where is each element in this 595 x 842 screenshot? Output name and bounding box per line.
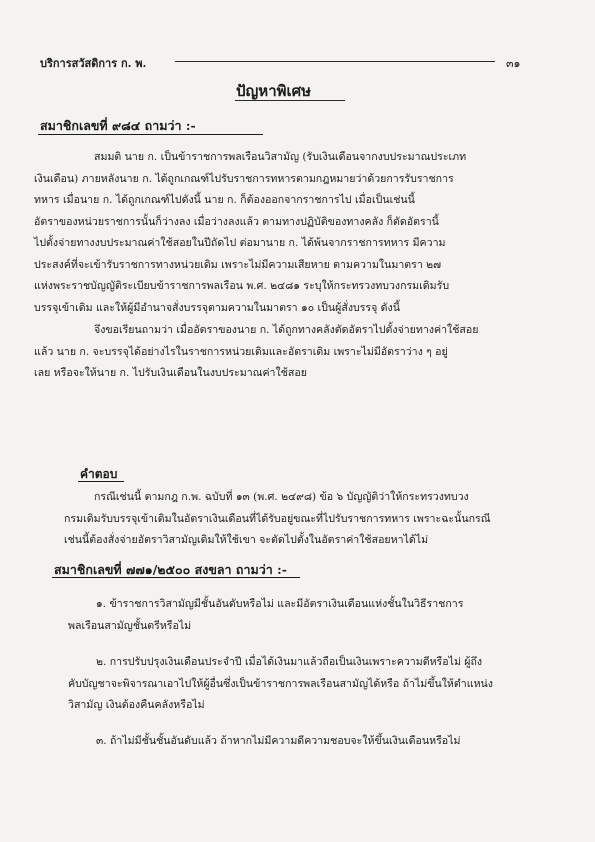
- text-line: สมมติ นาย ก. เป็นข้าราชการพลเรือนวิสามัญ (รับเงินเดือนจากงบประมาณประเภท: [94, 151, 467, 163]
- text-line: ทหาร เมื่อนาย ก. ได้ถูกเกณฑ์ไปดังนี้ นาย ก. ก็ต้องออกจากราชการไป เมื่อเป็นเช่นนี้: [34, 194, 415, 206]
- text-line: ๒. การปรับปรุงเงินเดือนประจำปี เมื่อได้เงินมาแล้วถือเป็นเงินเพราะความดีหรือไม่ ผู้ถึง: [96, 656, 483, 668]
- question-2-item-2: [68, 652, 493, 717]
- text-line: บรรจุเข้าเดิม และให้ผู้มีอำนาจสั่งบรรจุตามความในมาตรา ๑๐ เป็นผู้สั่งบรรจุ ดังนี้: [34, 301, 400, 314]
- text-line: กรณีเช่นนี้ ตามกฎ ก.พ. ฉบับที่ ๑๓ (พ.ศ. ๒๔๙๘) ข้อ ๖ บัญญัติว่าให้กระทรวงทบวง: [94, 491, 469, 503]
- question-2-item-3: [68, 731, 460, 753]
- question-1-heading: สมาชิกเลขที่ ๙๘๔ ถามว่า :-: [40, 118, 196, 133]
- page-title: ปัญหาพิเศษ: [236, 82, 312, 100]
- header-rule: [175, 61, 495, 62]
- question-1-paragraph-1: [34, 147, 466, 319]
- answer-label: คำตอบ: [80, 467, 118, 481]
- question-1-underline: [38, 134, 263, 135]
- text-line: จึงขอเรียนถามว่า เมื่ออัตราของนาย ก. ได้ถูกทางคลังตัดอัตราไปตั้งจ่ายทางค่าใช้สอย: [94, 324, 479, 336]
- text-line: ประสงค์ที่จะเข้ารับราชการทางหน่วยเดิม เพราะไม่มีความเสียหาย ตามความในมาตรา ๒๗: [34, 258, 442, 271]
- page-header: บริการสวัสดิการ ก. พ.: [40, 57, 147, 70]
- question-2-item-1: [68, 594, 463, 637]
- text-line: เช่นนี้ต้องสั่งจ่ายอัตราวิสามัญเดิมให้ใช้เขา จะตัดไปตั้งในอัตราค่าใช้สอยหาได้ไม่: [64, 534, 429, 546]
- text-line: ไปตั้งจ่ายทางงบประมาณค่าใช้สอยในปีถัดไป ต่อมานาย ก. ได้พ้นจากราชการทหาร มีความ: [34, 237, 446, 249]
- answer-paragraph: [64, 487, 491, 552]
- question-2-heading: สมาชิกเลขที่ ๗๗๑/๒๕๐๐ สงขลา ถามว่า :-: [54, 562, 287, 577]
- text-line: กรมเดิมรับบรรจุเข้าเดิมในอัตราเงินเดือนที่ได้รับอยู่ขณะที่ไปรับราชการทหาร เพราะฉะนั้นกรณี: [64, 512, 491, 525]
- question-2-underline: [52, 577, 300, 578]
- question-1-paragraph-2: [34, 320, 478, 385]
- text-line: วิสามัญ เงินต้องคืนคลังหรือไม่: [68, 699, 205, 711]
- page-number: ๓๑: [506, 57, 521, 70]
- text-line: แห่งพระราชบัญญัติระเบียบข้าราชการพลเรือน พ.ศ. ๒๔๘๑ ระบุให้กระทรวงทบวงกรมเดิมรับ: [34, 280, 450, 292]
- answer-underline: [78, 481, 124, 482]
- text-line: แล้ว นาย ก. จะบรรจุได้อย่างไรในราชการหน่วยเดิมและอัตราเดิม เพราะไม่มีอัตราว่าง ๆ อยู่: [34, 345, 448, 358]
- text-line: เลย หรือจะให้นาย ก. ไปรับเงินเดือนในงบประมาณค่าใช้สอย: [34, 367, 307, 379]
- text-line: อัตราของหน่วยราชการนั้นก็ว่างลง เมื่อว่างลงแล้ว ตามทางปฏิบัติของทางคลัง ก็ตัดอัตรานี้: [34, 215, 439, 228]
- text-line: เงินเดือน) ภายหลังนาย ก. ได้ถูกเกณฑ์ไปรับราชการทหารตามกฎหมายว่าด้วยการรับราชการ: [34, 172, 454, 185]
- text-line: คับบัญชาจะพิจารณาเอาไปให้ผู้อื่นซึ่งเป็นข้าราชการพลเรือนสามัญได้หรือ ถ้าไม่ขึ้นให้ตำแหน่ง: [68, 677, 493, 690]
- text-line: พลเรือนสามัญชั้นตรีหรือไม่: [68, 619, 192, 632]
- text-line: ๑. ข้าราชการวิสามัญมีชั้นอันดับหรือไม่ และมีอัตราเงินเดือนแห่งชั้นในวิธีราชการ: [96, 598, 464, 610]
- text-line: ๓. ถ้าไม่มีชั้นชั้นอันดับแล้ว ถ้าหากไม่มีความดีความชอบจะให้ขึ้นเงินเดือนหรือไม่: [96, 735, 461, 747]
- title-underline: [235, 100, 345, 101]
